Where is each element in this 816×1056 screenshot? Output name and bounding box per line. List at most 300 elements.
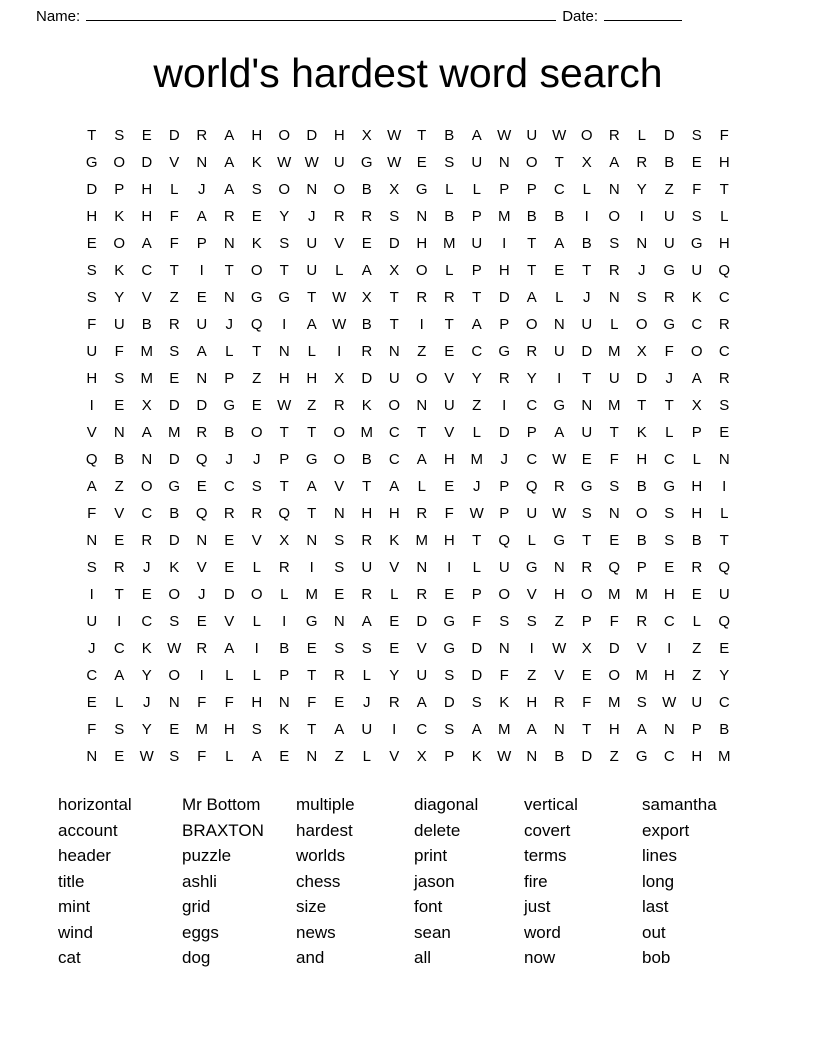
grid-cell[interactable]: U [553,343,565,361]
grid-cell[interactable]: M [168,424,181,442]
grid-cell[interactable]: M [195,721,208,739]
grid-cell[interactable]: K [169,559,180,577]
grid-cell[interactable]: T [582,532,592,550]
grid-cell[interactable]: I [639,208,644,226]
grid-cell[interactable]: D [141,154,153,172]
name-blank-line[interactable] [86,9,556,21]
grid-cell[interactable]: G [443,640,456,658]
grid-cell[interactable]: Q [525,478,538,496]
grid-cell[interactable]: E [334,586,345,604]
grid-cell[interactable]: C [141,262,153,280]
grid-cell[interactable]: I [584,208,589,226]
word-list-item[interactable]: fire [524,871,548,891]
grid-cell[interactable]: N [526,748,538,766]
grid-cell[interactable]: V [526,586,537,604]
grid-cell[interactable]: B [224,424,235,442]
grid-cell[interactable]: H [691,478,703,496]
grid-cell[interactable]: N [581,397,593,415]
grid-cell[interactable]: L [472,424,481,442]
grid-cell[interactable]: D [663,127,675,145]
grid-cell[interactable]: O [333,451,346,469]
grid-cell[interactable]: L [417,478,426,496]
grid-cell[interactable]: A [224,640,235,658]
grid-cell[interactable]: E [114,397,125,415]
grid-cell[interactable]: R [718,316,730,334]
grid-cell[interactable]: P [499,316,510,334]
grid-cell[interactable]: R [196,127,208,145]
grid-cell[interactable]: E [306,640,317,658]
grid-cell[interactable]: N [718,451,730,469]
grid-cell[interactable]: J [363,694,371,712]
grid-cell[interactable]: N [553,316,565,334]
grid-cell[interactable]: X [279,532,290,550]
grid-cell[interactable]: W [304,154,319,172]
grid-cell[interactable]: X [141,397,152,415]
grid-cell[interactable]: P [636,559,647,577]
word-list-item[interactable]: worlds [296,846,346,866]
grid-cell[interactable]: X [581,154,592,172]
grid-cell[interactable]: A [471,721,482,739]
grid-cell[interactable]: P [224,370,235,388]
grid-cell[interactable]: I [392,721,397,739]
grid-cell[interactable]: U [388,370,400,388]
grid-cell[interactable]: P [526,424,537,442]
grid-cell[interactable]: L [307,343,316,361]
word-list-item[interactable]: account [58,820,118,840]
grid-cell[interactable]: F [87,316,97,334]
word-list-item[interactable]: multiple [296,795,355,815]
grid-cell[interactable]: D [168,451,180,469]
grid-cell[interactable]: E [444,478,455,496]
grid-cell[interactable]: T [719,181,729,199]
grid-cell[interactable]: N [113,424,125,442]
grid-cell[interactable]: S [169,343,180,361]
grid-cell[interactable]: P [196,235,207,253]
grid-cell[interactable]: I [89,397,94,415]
grid-cell[interactable]: M [470,451,483,469]
grid-cell[interactable]: Y [389,667,400,685]
word-list-item[interactable]: cat [58,948,81,968]
grid-cell[interactable]: V [416,640,427,658]
grid-cell[interactable]: R [388,694,400,712]
grid-cell[interactable]: F [307,694,317,712]
word-list-item[interactable]: chess [296,871,341,891]
grid-cell[interactable]: E [224,559,235,577]
grid-cell[interactable]: P [471,586,482,604]
grid-cell[interactable]: A [526,289,537,307]
grid-cell[interactable]: U [86,613,98,631]
grid-cell[interactable]: A [471,316,482,334]
grid-cell[interactable]: E [86,235,97,253]
grid-cell[interactable]: A [361,262,372,280]
grid-cell[interactable]: Y [141,721,152,739]
grid-cell[interactable]: L [692,613,701,631]
grid-cell[interactable]: R [416,505,428,523]
grid-cell[interactable]: W [277,397,292,415]
grid-cell[interactable]: I [447,559,452,577]
grid-cell[interactable]: U [306,235,318,253]
grid-cell[interactable]: M [415,532,428,550]
grid-cell[interactable]: T [307,721,317,739]
grid-cell[interactable]: F [197,694,207,712]
grid-cell[interactable]: A [416,451,427,469]
grid-cell[interactable]: H [306,370,318,388]
grid-cell[interactable]: T [252,343,262,361]
grid-cell[interactable]: O [113,235,126,253]
grid-cell[interactable]: G [223,397,236,415]
grid-cell[interactable]: I [529,640,534,658]
grid-cell[interactable]: N [333,613,345,631]
grid-cell[interactable]: W [139,748,154,766]
grid-cell[interactable]: S [444,667,455,685]
word-list-item[interactable]: hardest [296,820,353,840]
grid-cell[interactable]: M [498,721,511,739]
grid-cell[interactable]: M [443,235,456,253]
grid-cell[interactable]: G [278,289,291,307]
grid-cell[interactable]: V [554,667,565,685]
grid-cell[interactable]: S [279,235,290,253]
grid-cell[interactable]: C [718,289,730,307]
grid-cell[interactable]: C [526,397,538,415]
grid-cell[interactable]: E [169,370,180,388]
grid-cell[interactable]: O [580,586,593,604]
grid-cell[interactable]: L [665,424,674,442]
grid-cell[interactable]: R [113,559,125,577]
grid-cell[interactable]: C [388,424,400,442]
grid-cell[interactable]: H [663,667,675,685]
grid-cell[interactable]: Z [692,667,702,685]
grid-cell[interactable]: S [526,613,537,631]
grid-cell[interactable]: U [113,316,125,334]
grid-cell[interactable]: H [278,370,290,388]
grid-cell[interactable]: T [472,532,482,550]
grid-cell[interactable]: G [415,181,428,199]
grid-cell[interactable]: H [443,532,455,550]
grid-cell[interactable]: N [636,235,648,253]
grid-cell[interactable]: U [471,235,483,253]
grid-cell[interactable]: R [581,559,593,577]
grid-cell[interactable]: C [113,640,125,658]
grid-cell[interactable]: H [663,586,675,604]
grid-cell[interactable]: J [143,694,151,712]
grid-cell[interactable]: G [663,262,676,280]
grid-cell[interactable]: S [251,721,262,739]
grid-cell[interactable]: K [251,235,262,253]
grid-cell[interactable]: B [581,235,592,253]
grid-cell[interactable]: N [223,289,235,307]
grid-cell[interactable]: F [169,208,179,226]
grid-cell[interactable]: A [224,127,235,145]
grid-cell[interactable]: C [663,451,675,469]
grid-cell[interactable]: A [389,478,400,496]
grid-cell[interactable]: Z [169,289,179,307]
grid-cell[interactable]: D [416,613,428,631]
grid-cell[interactable]: V [196,559,207,577]
grid-cell[interactable]: C [663,613,675,631]
grid-cell[interactable]: K [636,424,647,442]
grid-cell[interactable]: A [306,478,317,496]
grid-cell[interactable]: B [664,154,675,172]
grid-cell[interactable]: R [361,208,373,226]
grid-cell[interactable]: Z [252,370,262,388]
grid-cell[interactable]: D [168,397,180,415]
grid-cell[interactable]: D [471,667,483,685]
grid-cell[interactable]: D [498,424,510,442]
grid-cell[interactable]: M [360,424,373,442]
grid-cell[interactable]: R [333,208,345,226]
grid-cell[interactable]: G [305,451,318,469]
grid-cell[interactable]: S [86,289,97,307]
grid-cell[interactable]: E [196,478,207,496]
grid-cell[interactable]: L [225,343,234,361]
grid-cell[interactable]: Q [718,559,731,577]
grid-cell[interactable]: N [306,748,318,766]
grid-cell[interactable]: U [691,262,703,280]
grid-cell[interactable]: H [361,505,373,523]
grid-cell[interactable]: U [471,154,483,172]
grid-cell[interactable]: T [719,532,729,550]
grid-cell[interactable]: B [554,748,565,766]
grid-cell[interactable]: L [555,289,564,307]
grid-cell[interactable]: Y [526,370,537,388]
grid-cell[interactable]: O [278,127,291,145]
grid-cell[interactable]: V [444,424,455,442]
grid-cell[interactable]: X [361,127,372,145]
grid-cell[interactable]: K [279,721,290,739]
grid-cell[interactable]: U [718,586,730,604]
grid-cell[interactable]: N [498,154,510,172]
word-list-item[interactable]: grid [182,897,211,917]
grid-cell[interactable]: I [502,235,507,253]
grid-cell[interactable]: H [223,721,235,739]
grid-cell[interactable]: Z [334,748,344,766]
grid-cell[interactable]: I [117,613,122,631]
word-list-item[interactable]: just [524,897,551,917]
grid-cell[interactable]: B [361,451,372,469]
grid-cell[interactable]: Y [636,181,647,199]
grid-cell[interactable]: W [552,505,567,523]
grid-cell[interactable]: O [250,586,263,604]
grid-cell[interactable]: G [525,559,538,577]
grid-cell[interactable]: S [251,478,262,496]
word-list-item[interactable]: out [642,922,666,942]
grid-cell[interactable]: N [663,721,675,739]
grid-cell[interactable]: N [196,154,208,172]
grid-cell[interactable]: A [609,154,620,172]
grid-cell[interactable]: T [664,397,674,415]
grid-cell[interactable]: I [282,613,287,631]
date-blank-line[interactable] [604,9,682,21]
grid-cell[interactable]: N [223,235,235,253]
grid-cell[interactable]: T [307,667,317,685]
grid-cell[interactable]: Q [85,451,98,469]
grid-cell[interactable]: J [473,478,481,496]
grid-cell[interactable]: N [553,559,565,577]
grid-cell[interactable]: O [250,262,263,280]
grid-cell[interactable]: P [471,208,482,226]
grid-cell[interactable]: Z [307,397,317,415]
grid-cell[interactable]: X [361,289,372,307]
grid-cell[interactable]: W [552,127,567,145]
grid-cell[interactable]: A [361,613,372,631]
grid-cell[interactable]: O [415,370,428,388]
grid-cell[interactable]: T [279,478,289,496]
grid-cell[interactable]: G [168,478,181,496]
grid-cell[interactable]: T [417,127,427,145]
grid-cell[interactable]: Y [279,208,290,226]
grid-cell[interactable]: R [608,127,620,145]
grid-cell[interactable]: W [387,154,402,172]
grid-cell[interactable]: F [582,694,592,712]
grid-cell[interactable]: Y [114,289,125,307]
word-list-item[interactable]: all [414,948,432,968]
grid-cell[interactable]: N [608,289,620,307]
grid-cell[interactable]: O [333,181,346,199]
grid-cell[interactable]: N [168,694,180,712]
grid-cell[interactable]: Z [554,613,564,631]
grid-cell[interactable]: T [637,397,647,415]
grid-cell[interactable]: M [635,667,648,685]
grid-cell[interactable]: A [251,748,262,766]
grid-cell[interactable]: O [168,586,181,604]
grid-cell[interactable]: R [636,613,648,631]
grid-cell[interactable]: H [251,127,263,145]
grid-cell[interactable]: E [389,613,400,631]
grid-cell[interactable]: W [552,451,567,469]
grid-cell[interactable]: D [223,586,235,604]
grid-cell[interactable]: D [361,370,373,388]
grid-cell[interactable]: R [608,262,620,280]
grid-cell[interactable]: O [415,262,428,280]
word-list-item[interactable]: diagonal [414,795,479,815]
grid-cell[interactable]: U [196,316,208,334]
grid-cell[interactable]: P [499,181,510,199]
grid-cell[interactable]: E [581,451,592,469]
grid-cell[interactable]: M [140,370,153,388]
grid-cell[interactable]: V [251,532,262,550]
grid-cell[interactable]: R [361,532,373,550]
grid-cell[interactable]: E [444,586,455,604]
grid-cell[interactable]: B [141,316,152,334]
grid-cell[interactable]: O [635,316,648,334]
grid-cell[interactable]: C [388,451,400,469]
word-list-item[interactable]: jason [414,871,455,891]
grid-cell[interactable]: K [691,289,702,307]
grid-cell[interactable]: T [444,316,454,334]
grid-cell[interactable]: V [169,154,180,172]
grid-cell[interactable]: R [553,478,565,496]
grid-cell[interactable]: A [86,478,97,496]
grid-cell[interactable]: I [502,397,507,415]
grid-cell[interactable]: P [691,721,702,739]
word-list-item[interactable]: terms [524,846,567,866]
grid-cell[interactable]: G [553,397,566,415]
grid-cell[interactable]: F [87,721,97,739]
grid-cell[interactable]: E [361,235,372,253]
grid-cell[interactable]: B [554,208,565,226]
grid-cell[interactable]: N [306,181,318,199]
grid-cell[interactable]: N [196,532,208,550]
grid-cell[interactable]: R [223,505,235,523]
word-list-item[interactable]: dog [182,948,211,968]
grid-cell[interactable]: Q [278,505,291,523]
grid-cell[interactable]: H [718,235,730,253]
grid-cell[interactable]: I [667,640,672,658]
grid-cell[interactable]: E [251,208,262,226]
grid-cell[interactable]: A [554,235,565,253]
grid-cell[interactable]: V [86,424,97,442]
grid-cell[interactable]: E [554,262,565,280]
grid-cell[interactable]: G [580,478,593,496]
grid-cell[interactable]: E [416,154,427,172]
grid-cell[interactable]: T [279,262,289,280]
grid-cell[interactable]: T [389,316,399,334]
grid-cell[interactable]: K [114,208,125,226]
word-list-item[interactable]: BRAXTON [182,820,264,840]
grid-cell[interactable]: O [498,586,511,604]
grid-cell[interactable]: H [86,370,98,388]
grid-cell[interactable]: N [416,559,428,577]
grid-cell[interactable]: J [88,640,96,658]
grid-cell[interactable]: S [169,613,180,631]
grid-cell[interactable]: Q [195,505,208,523]
grid-cell[interactable]: A [141,424,152,442]
grid-cell[interactable]: T [307,505,317,523]
grid-cell[interactable]: U [526,127,538,145]
grid-cell[interactable]: L [720,208,729,226]
grid-cell[interactable]: A [334,721,345,739]
grid-cell[interactable]: Q [608,559,621,577]
grid-cell[interactable]: R [718,370,730,388]
grid-cell[interactable]: E [196,613,207,631]
grid-cell[interactable]: Q [718,613,731,631]
grid-cell[interactable]: R [361,343,373,361]
grid-cell[interactable]: Z [527,667,537,685]
grid-cell[interactable]: R [141,532,153,550]
grid-cell[interactable]: T [527,262,537,280]
grid-cell[interactable]: L [115,694,124,712]
grid-cell[interactable]: W [497,748,512,766]
grid-cell[interactable]: N [196,370,208,388]
grid-cell[interactable]: T [169,262,179,280]
grid-cell[interactable]: E [224,532,235,550]
grid-cell[interactable]: J [583,289,591,307]
grid-cell[interactable]: S [251,181,262,199]
grid-cell[interactable]: X [334,370,345,388]
grid-cell[interactable]: N [306,532,318,550]
grid-cell[interactable]: P [691,424,702,442]
grid-cell[interactable]: D [471,640,483,658]
grid-cell[interactable]: A [691,370,702,388]
grid-cell[interactable]: K [141,640,152,658]
grid-cell[interactable]: Z [609,748,619,766]
grid-cell[interactable]: N [416,208,428,226]
grid-cell[interactable]: O [333,424,346,442]
grid-cell[interactable]: E [251,397,262,415]
grid-cell[interactable]: T [389,289,399,307]
grid-cell[interactable]: I [337,343,342,361]
grid-cell[interactable]: G [663,316,676,334]
grid-cell[interactable]: C [526,451,538,469]
grid-cell[interactable]: A [636,721,647,739]
grid-cell[interactable]: Q [498,532,511,550]
word-list-item[interactable]: news [296,922,336,942]
grid-cell[interactable]: E [389,640,400,658]
grid-cell[interactable]: X [389,262,400,280]
grid-cell[interactable]: S [664,532,675,550]
word-list-item[interactable]: print [414,846,448,866]
grid-cell[interactable]: H [636,451,648,469]
